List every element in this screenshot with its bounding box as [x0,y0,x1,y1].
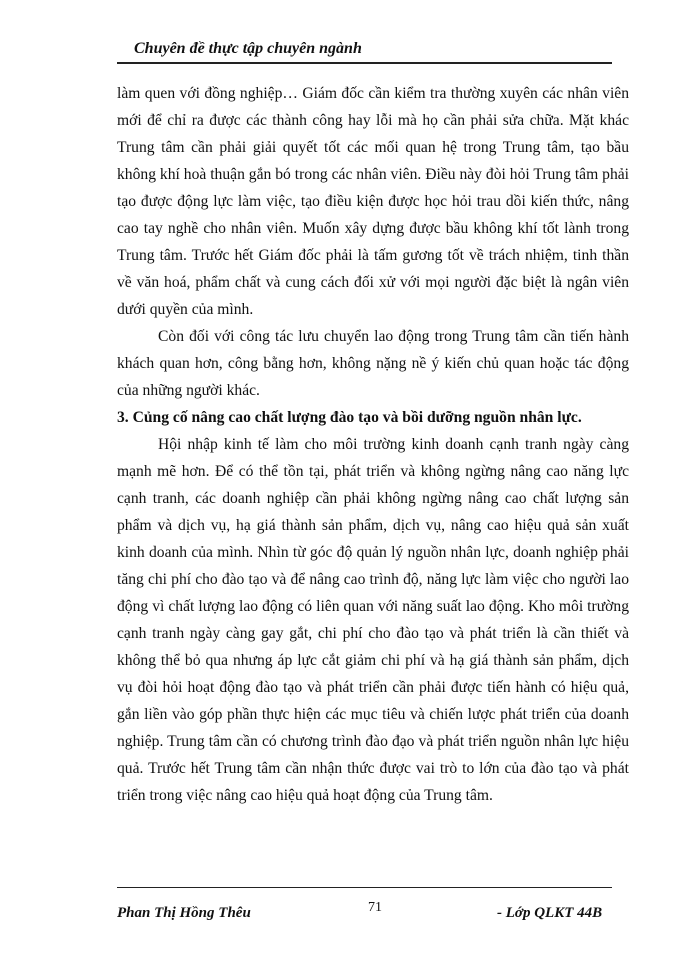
header-divider [117,62,612,64]
paragraph-staff-rotation: Còn đối với công tác lưu chuyển lao động trong Trung tâm cần tiến hành khách quan hơn, công bằng hơn, không nặng nề ý kiến chủ quan hoặc tác động của những người khác. [117,328,629,399]
paragraph-training: Hội nhập kinh tế làm cho môi trường kinh doanh cạnh tranh ngày càng mạnh mẽ hơn. Để có thể tồn tại, phát triển và không ngừng nâng cao năng lực cạnh tranh, các doanh nghiệp cần phải không ngừng nâng cao chất lượng sản phẩm và dịch vụ, hạ giá thành sản phẩm, dịch vụ, nâng cao hiệu quả sản xuất kinh doanh của mình. Nhìn từ góc độ quản lý nguồn nhân lực, doanh nghiệp phải tăng chi phí cho đào tạo và để nâng cao trình độ, năng lực làm việc cho người lao động vì chất lượng lao động có liên quan với năng suất lao động. Kho môi trường cạnh tranh ngày càng gay gắt, chi phí cho đào tạo và phát triển là cần thiết và không thể bỏ qua nhưng áp lực cắt giảm chi phí và hạ giá thành sản phẩm, dịch vụ đòi hỏi hoạt động đào tạo và phát triển cần phải được tiến hành có hiệu quả, gắn liền vào góp phần thực hiện các mục tiêu và chiến lược phát triển của doanh nghiệp. Trung tâm cần có chương trình đào đạo và phát triển nguồn nhân lực hiệu quả. Trước hết Trung tâm cần nhận thức được vai trò to lớn của đào tạo và phát triển trong việc nâng cao hiệu quả hoạt động của Trung tâm. [117,436,629,804]
footer-class-label: - Lớp QLKT 44B [497,905,603,921]
footer-author: Phan Thị Hồng Thêu [117,905,251,921]
section-heading: 3. Củng cố nâng cao chất lượng đào tạo và bồi dưỡng nguồn nhân lực. [117,409,582,426]
page-number: 71 [368,900,382,915]
paragraph-continued: làm quen với đồng nghiệp… Giám đốc cần kiểm tra thường xuyên các nhân viên mới để chỉ ra được các thành công hay lỗi mà họ cần phải sửa chữa. Mặt khác Trung tâm cần phải giải quyết tốt các mối quan hệ trong Trung tâm, tạo bầu không khí hoà thuận gắn bó trong các nhân viên. Điều này đòi hỏi Trung tâm phải tạo được động lực làm việc, tạo điều kiện được học hỏi trau dồi kiến thức, nâng cao tay nghề cho nhân viên. Muốn xây dựng được bầu không khí tốt lành trong Trung tâm. Trước hết Giám đốc phải là tấm gương tốt về trách nhiệm, tinh thần về văn hoá, phẩm chất và cung cách đối xử với mọi người đặc biệt là ngân viên dưới quyền của mình. [117,85,629,318]
footer-divider [117,887,612,888]
document-body [117,80,629,809]
header-title: Chuyên đề thực tập chuyên ngành [134,40,362,57]
